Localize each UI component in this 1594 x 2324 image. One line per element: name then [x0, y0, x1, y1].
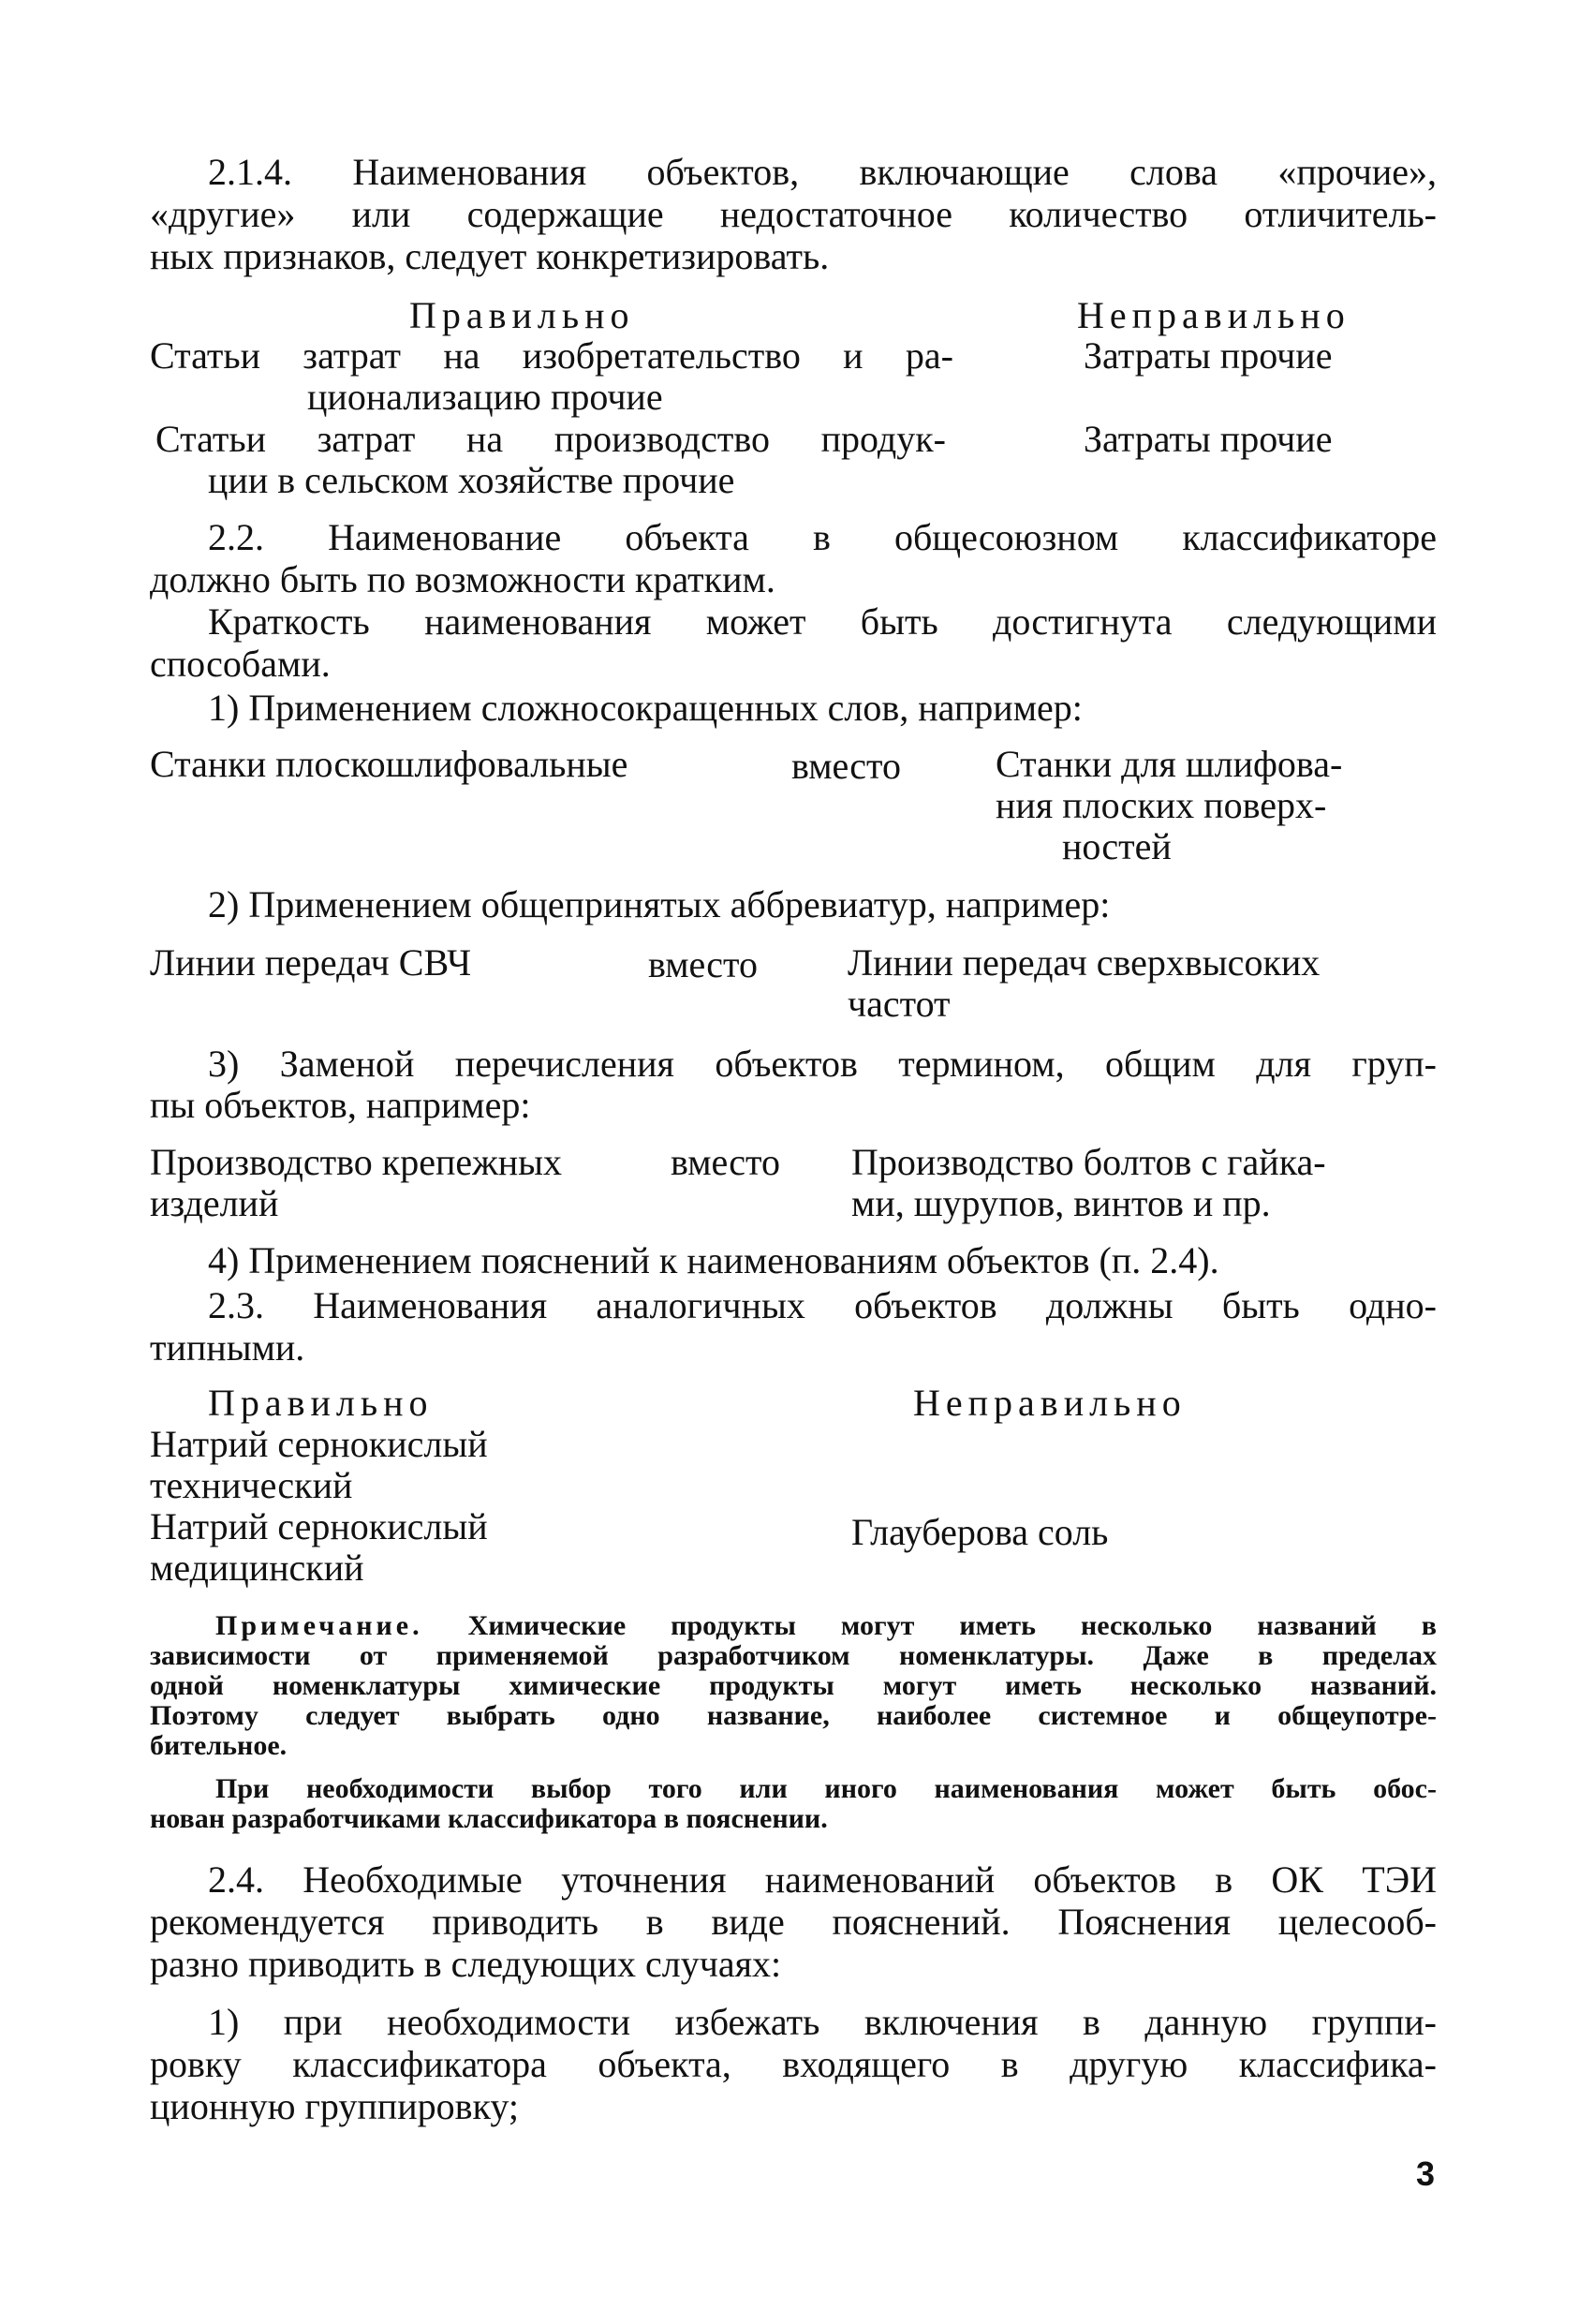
method-1-example-instead: вместо [791, 745, 901, 787]
section-2-2-line-2: должно быть по возможности кратким. [150, 558, 775, 600]
note-line-1-text: Химические продукты могут иметь несколько названий в [467, 1610, 1437, 1641]
section-2-4-line-1: 2.4. Необходимые уточнения наименований объектов в ОК ТЭИ [208, 1858, 1437, 1901]
method-1-example-right-line-2: ния плоских поверх- [996, 784, 1327, 826]
method-1-example-right-line-3: ностей [1062, 825, 1172, 867]
section-2-4-item-1-line-3: ционную группировку; [150, 2085, 519, 2127]
note-line-4: Поэтому следует выбрать одно название, наиболее системное и общеупотре- [150, 1700, 1437, 1731]
method-3-example-instead: вместо [671, 1141, 780, 1183]
correct-example-2-line-1: Статьи затрат на производство продук- [155, 418, 946, 460]
method-3-example-right-line-1: Производство болтов с гайка- [851, 1141, 1326, 1183]
section-2-3-incorrect: Глауберова соль [851, 1511, 1109, 1553]
section-2-4-line-2: рекомендуется приводить в виде пояснений. Пояснения целесооб- [150, 1901, 1437, 1943]
method-2-example-instead: вместо [648, 943, 758, 985]
correct-header: Правильно [409, 294, 635, 336]
section-2-2-paragraph-2-line-1: Краткость наименования может быть достигнута следующими [208, 600, 1437, 643]
section-2-4-line-3: разно приводить в следующих случаях: [150, 1943, 782, 1985]
note-line-2: зависимости от применяемой разработчиком номенклатуры. Даже в пределах [150, 1640, 1437, 1671]
section-2-1-4-line-3: ных признаков, следует конкретизировать. [150, 235, 830, 277]
section-2-1-4-line-1: 2.1.4. Наименования объектов, включающие слова «прочие», [208, 151, 1437, 193]
note-line-1 [215, 1611, 1437, 1640]
section-2-2-line-1: 2.2. Наименование объекта в общесоюзном классификаторе [208, 516, 1437, 558]
note-paragraph-2-line-1: При необходимости выбор того или иного наименования может быть обос- [215, 1773, 1437, 1804]
incorrect-example-2: Затраты прочие [1084, 418, 1333, 460]
correct-example-1-line-1: Статьи затрат на изобретательство и ра- [150, 334, 953, 377]
incorrect-header: Неправильно [1077, 294, 1350, 336]
section-2-3-correct-2-line-2: медицинский [150, 1547, 364, 1589]
section-2-3-correct-header: Правильно [208, 1382, 434, 1424]
correct-example-1-line-2: ционализацию прочие [307, 376, 663, 418]
note-label: Примечание. [215, 1610, 423, 1641]
section-2-3-incorrect-header: Неправильно [913, 1382, 1187, 1424]
method-2-example-right-line-1: Линии передач сверхвысоких [848, 941, 1321, 984]
method-2-text: 2) Применением общепринятых аббревиатур, например: [208, 883, 1111, 925]
method-4-text: 4) Применением пояснений к наименованиям объектов (п. 2.4). [208, 1239, 1219, 1281]
section-2-2-paragraph-2-line-2: способами. [150, 643, 331, 685]
section-2-4-item-1-line-1: 1) при необходимости избежать включения в данную группи- [208, 2001, 1437, 2043]
method-1-text: 1) Применением сложносокращенных слов, например: [208, 687, 1083, 729]
incorrect-example-1: Затраты прочие [1084, 334, 1333, 377]
method-3-text-line-1: 3) Заменой перечисления объектов термином, общим для груп- [208, 1043, 1437, 1085]
section-2-1-4-line-2: «другие» или содержащие недостаточное количество отличитель- [150, 193, 1437, 235]
note-paragraph-2-line-2: нован разработчиками классификатора в пояснении. [150, 1803, 828, 1834]
page-number: 3 [1416, 2154, 1436, 2193]
method-3-example-left-line-1: Производство крепежных [150, 1141, 563, 1183]
method-3-example-right-line-2: ми, шурупов, винтов и пр. [851, 1182, 1271, 1224]
section-2-4-item-1-line-2: ровку классификатора объекта, входящего в другую классифика- [150, 2043, 1437, 2085]
section-2-3-correct-1-line-1: Натрий сернокислый [150, 1423, 488, 1465]
method-3-example-left-line-2: изделий [150, 1182, 279, 1224]
method-1-example-left: Станки плоскошлифовальные [150, 743, 628, 785]
section-2-3-correct-1-line-2: технический [150, 1464, 353, 1506]
method-1-example-right-line-1: Станки для шлифова- [996, 743, 1343, 785]
correct-example-2-line-2: ции в сельском хозяйстве прочие [208, 459, 735, 501]
section-2-3-correct-2-line-1: Натрий сернокислый [150, 1505, 488, 1547]
section-2-3-line-2: типными. [150, 1326, 305, 1369]
method-3-text-line-2: пы объектов, например: [150, 1084, 531, 1126]
note-line-5: бительное. [150, 1730, 288, 1761]
section-2-3-line-1: 2.3. Наименования аналогичных объектов должны быть одно- [208, 1284, 1437, 1326]
method-2-example-right-line-2: частот [848, 983, 951, 1025]
method-2-example-left: Линии передач СВЧ [150, 941, 472, 984]
note-line-3: одной номенклатуры химические продукты могут иметь несколько названий. [150, 1670, 1437, 1701]
